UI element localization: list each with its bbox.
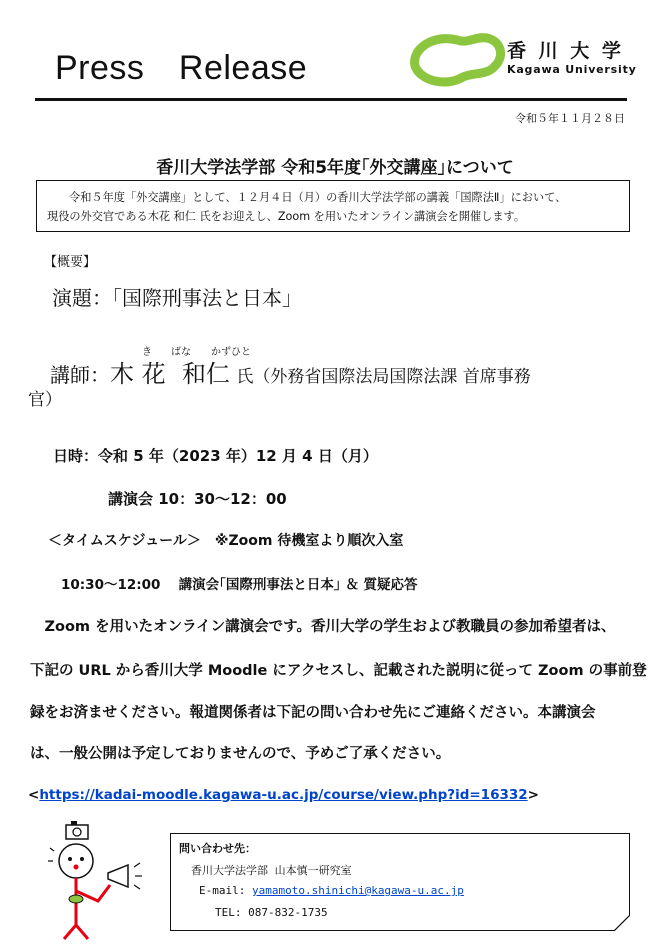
moodle-url-link[interactable]: https://kadai-moodle.kagawa-u.ac.jp/course/view.php?id=16332 (39, 787, 528, 803)
ruby-bana: ばな (171, 347, 191, 358)
mascot-illustration (36, 815, 171, 941)
moodle-url-line (28, 787, 539, 803)
megaphone-icon (108, 863, 142, 889)
lecturer-name-family: 木 花 (110, 360, 166, 388)
lecturer-name-given: 和仁 (182, 360, 230, 388)
contact-email-line (199, 884, 464, 897)
contact-tel: TEL: 087-832-1735 (215, 906, 328, 919)
contact-email-link[interactable]: yamamoto.shinichi@kagawa-u.ac.jp (251, 884, 464, 897)
press-release-title: Press Release (55, 49, 308, 87)
logo-mark-icon (415, 38, 501, 82)
lecturer-affiliation: （外務省国際法局国際法課 首席事務 (253, 367, 531, 387)
body-line-4: は、一般公開は予定しておりませんので、予めご了承ください。 (30, 746, 451, 762)
page-fold-corner (614, 915, 630, 931)
lecturer-affiliation-cont: 官） (28, 390, 62, 410)
contact-box (170, 833, 630, 931)
lecturer-line (50, 354, 531, 389)
body-line-2: 下記の URL から香川大学 Moodle にアクセスし、記載された説明に従って Zoom の事前登 (30, 663, 647, 679)
release-date: 令和５年１１月２８日 (515, 112, 625, 125)
ruby-kazuhito: かずひと (211, 347, 251, 358)
contact-heading: 問い合わせ先： (179, 842, 256, 855)
lecturer-label: 講師： (50, 363, 110, 387)
schedule-heading: ＜タイムスケジュール＞ ※Zoom 待機室より順次入室 (48, 533, 404, 549)
summary-line-1: 令和５年度「外交講座」として、１２月４日（月）の香川大学法学部の講義「国際法Ⅱ」において、 (69, 191, 567, 204)
logo-subtitle: Kagawa University (507, 63, 637, 76)
overview-heading: 【概要】 (44, 255, 97, 270)
summary-line-2: 現役の外交官である木花 和仁 氏をお迎えし、Zoom を用いたオンライン講演会を開催します。 (47, 210, 526, 223)
logo-name: 香 川 大 学 (507, 40, 624, 62)
body-line-3: 録をお済ませください。報道関係者は下記の問い合わせ先にご連絡ください。本講演会 (30, 705, 596, 721)
contact-org: 香川大学法学部 山本慎一研究室 (191, 864, 352, 877)
lecture-time: 講演会 10：30～12：00 (108, 490, 287, 508)
contact-email-label: E-mail: (199, 884, 246, 897)
headline: 香川大学法学部 令和5年度｢外交講座｣について (156, 158, 514, 178)
url-open-bracket: < (28, 787, 40, 803)
event-datetime: 日時：令和 5 年（2023 年）12 月 4 日（月） (53, 447, 378, 465)
header-divider (35, 98, 627, 101)
summary-box (36, 180, 630, 232)
ruby-ki: き (142, 347, 152, 358)
camera-icon (66, 821, 88, 839)
lecture-title: 演題：「国際刑事法と日本」 (52, 286, 302, 310)
schedule-item: 10:30～12:00 講演会｢国際刑事法と日本｣ ＆ 質疑応答 (61, 577, 418, 593)
lecturer-honorific: 氏 (236, 367, 254, 387)
url-close-bracket: > (527, 787, 539, 803)
body-line-1: Zoom を用いたオンライン講演会です。香川大学の学生および教職員の参加希望者は、 (30, 619, 616, 635)
